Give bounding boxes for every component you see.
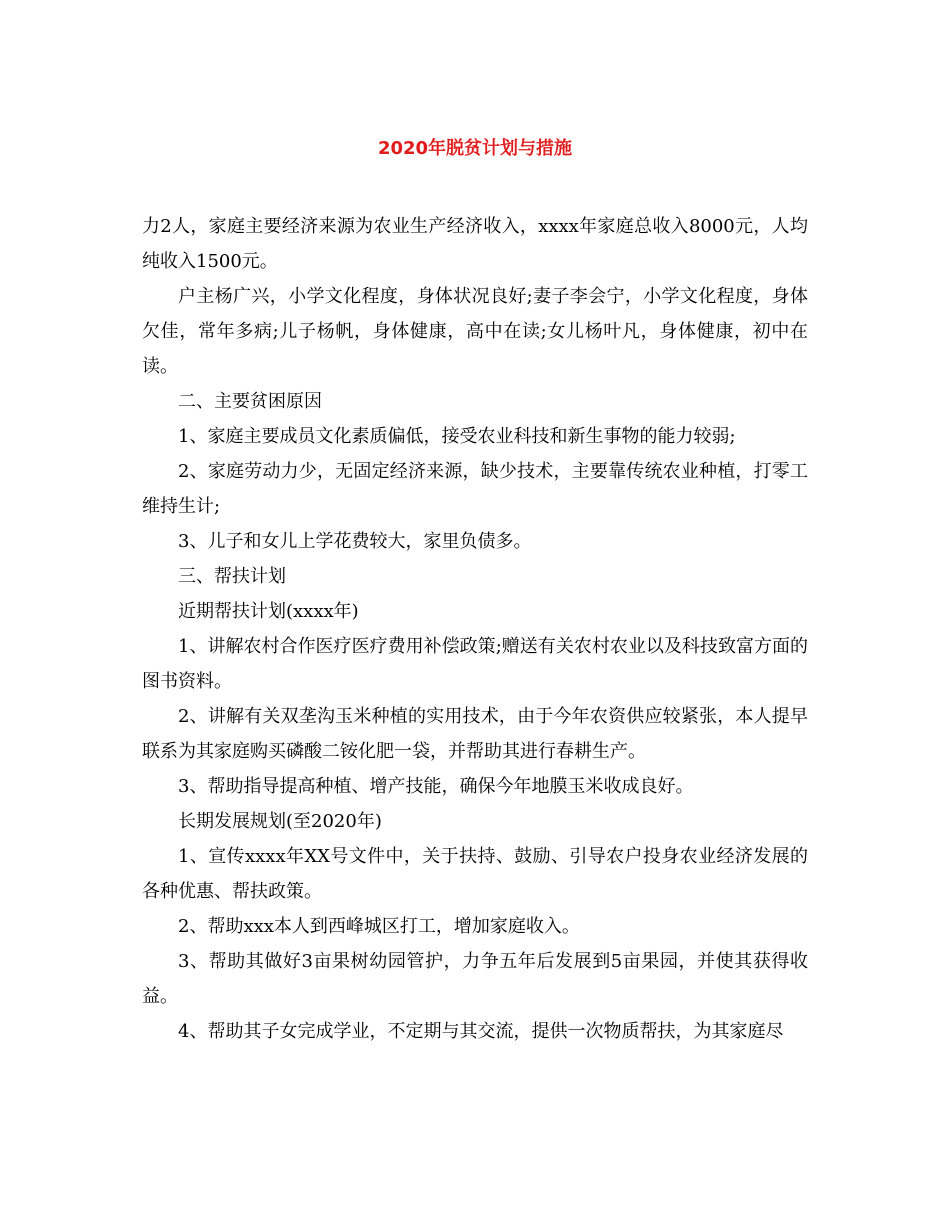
document-title: 2020年脱贫计划与措施	[377, 138, 573, 159]
list-item-cause-3: 3、儿子和女儿上学花费较大，家里负债多。	[178, 531, 532, 552]
list-item-long-term-4: 4、帮助其子女完成学业，不定期与其交流，提供一次物质帮扶，为其家庭尽	[178, 1021, 784, 1042]
list-item-short-term-3: 3、帮助指导提高种植、增产技能，确保今年地膜玉米收成良好。	[178, 776, 694, 797]
list-item-long-term-3: 3、帮助其做好3亩果树幼园管护，力争五年后发展到5亩果园，并使其获得收益。	[142, 951, 808, 1007]
paragraph-family-members: 户主杨广兴，小学文化程度，身体状况良好;妻子李会宁，小学文化程度，身体欠佳，常年多病;儿子杨帆，身体健康，高中在读;女儿杨叶凡，身体健康，初中在读。	[142, 286, 808, 377]
list-item-cause-1: 1、家庭主要成员文化素质偏低，接受农业科技和新生事物的能力较弱;	[178, 426, 736, 447]
section-heading-assistance-plan: 三、帮扶计划	[178, 566, 286, 587]
paragraph-household-income: 力2人，家庭主要经济来源为农业生产经济收入，xxxx年家庭总收入8000元，人均纯收入1500元。	[142, 216, 808, 272]
list-item-short-term-1: 1、讲解农村合作医疗医疗费用补偿政策;赠送有关农村农业以及科技致富方面的图书资料。	[142, 636, 808, 692]
section-heading-poverty-causes: 二、主要贫困原因	[178, 391, 322, 412]
subheading-short-term-plan: 近期帮扶计划(xxxx年)	[178, 601, 359, 622]
subheading-long-term-plan: 长期发展规划(至2020年)	[178, 811, 382, 832]
list-item-long-term-2: 2、帮助xxx本人到西峰城区打工，增加家庭收入。	[178, 916, 580, 937]
list-item-long-term-1: 1、宣传xxxx年XX号文件中，关于扶持、鼓励、引导农户投身农业经济发展的各种优惠、帮扶政策。	[142, 846, 808, 902]
list-item-short-term-2: 2、讲解有关双垄沟玉米种植的实用技术，由于今年农资供应较紧张，本人提早联系为其家庭购买磷酸二铵化肥一袋，并帮助其进行春耕生产。	[142, 706, 808, 762]
document-body	[142, 209, 808, 1049]
list-item-cause-2: 2、家庭劳动力少，无固定经济来源，缺少技术，主要靠传统农业种植，打零工维持生计;	[142, 461, 808, 517]
